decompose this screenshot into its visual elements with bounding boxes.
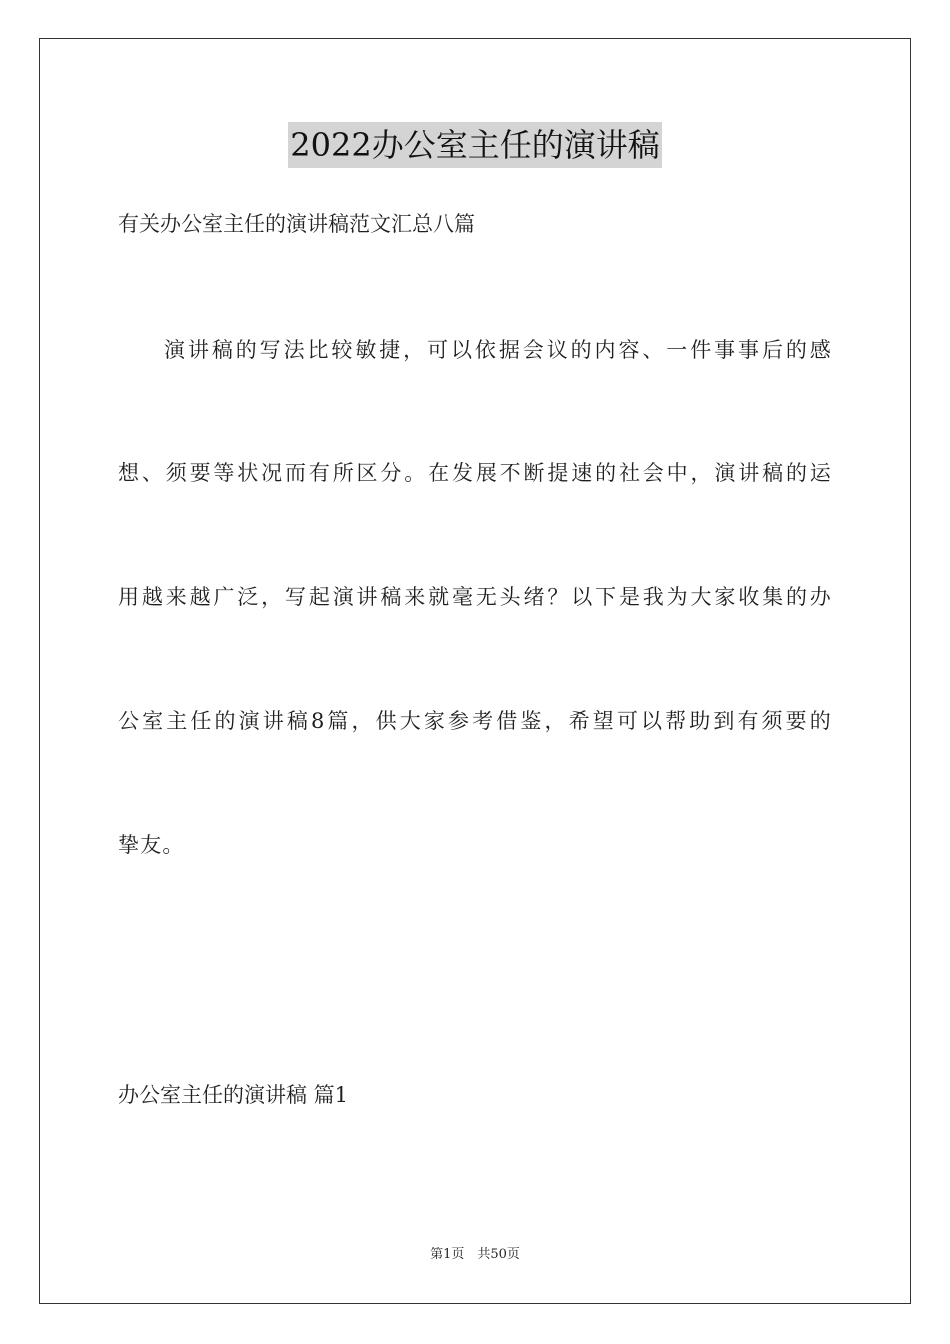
paragraph-line-2: 想、须要等状况而有所区分。在发展不断提速的社会中，演讲稿的运: [118, 461, 832, 485]
paragraph-line-3: 用越来越广泛，写起演讲稿来就毫无头绪？以下是我为大家收集的办: [118, 585, 832, 609]
paragraph-line-5: 挚友。: [118, 833, 185, 857]
paragraph-line-1: 演讲稿的写法比较敏捷，可以依据会议的内容、一件事事后的感: [164, 338, 832, 362]
document-subtitle: 有关办公室主任的演讲稿范文汇总八篇: [118, 212, 475, 236]
document-title: 2022办公室主任的演讲稿: [288, 122, 661, 168]
section-heading: 办公室主任的演讲稿 篇1: [118, 1083, 349, 1107]
title-container: [0, 122, 950, 168]
paragraph-line-4: 公室主任的演讲稿8篇，供大家参考借鉴，希望可以帮助到有须要的: [118, 709, 832, 733]
page-footer: 第1页 共50页: [430, 1247, 520, 1262]
